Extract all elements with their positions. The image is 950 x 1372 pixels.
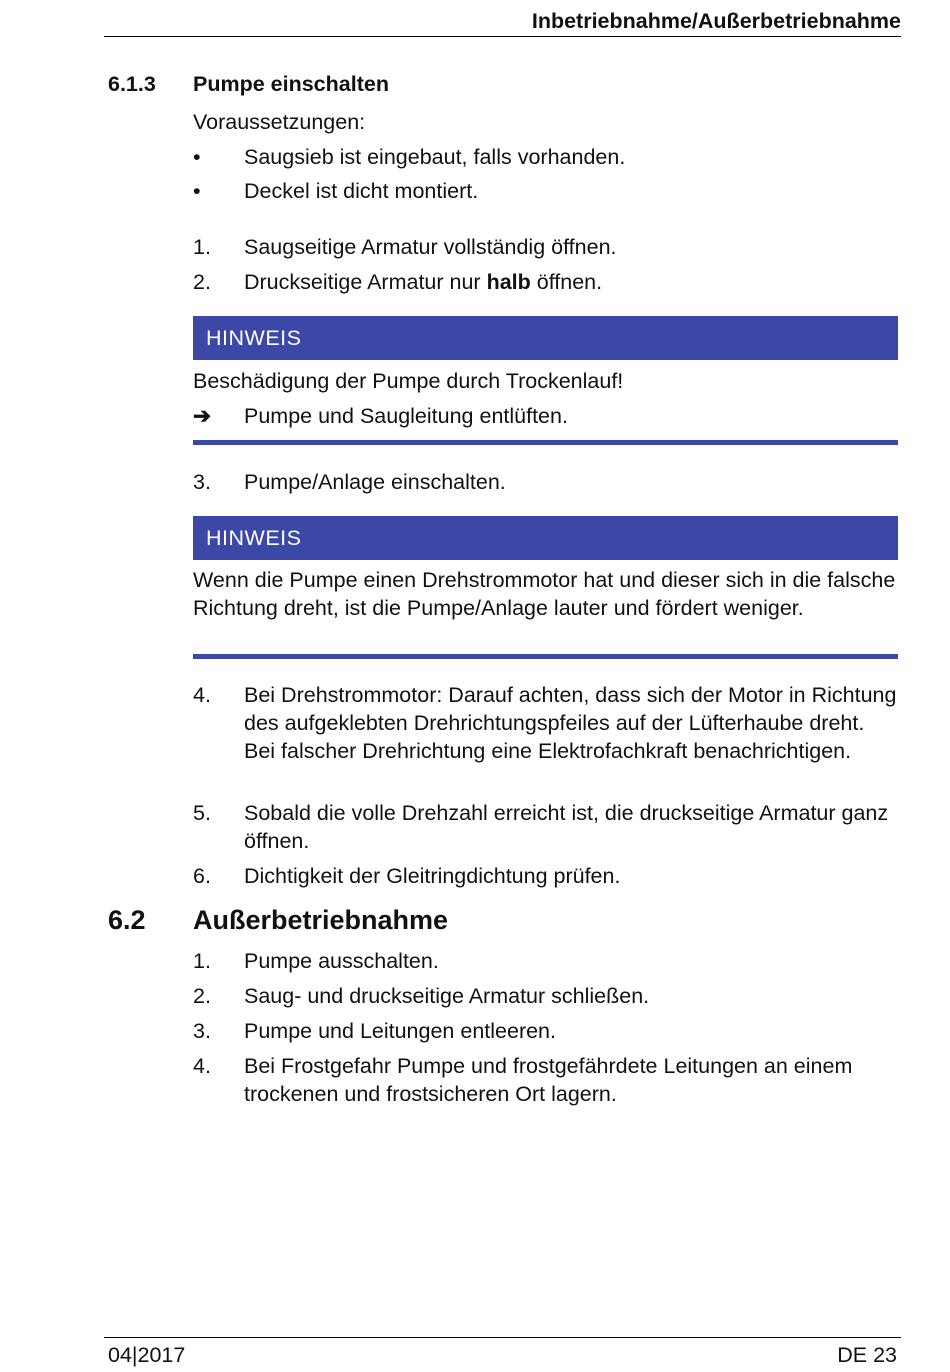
- step-item: [193, 468, 898, 496]
- header-title: Inbetriebnahme/Außerbetriebnahme: [531, 9, 901, 33]
- notice-label: HINWEIS: [206, 526, 302, 550]
- step-text: Bei Drehstrommotor: Darauf achten, dass sich der Motor in Richtung des aufgeklebten Drehrichtungspfeiles auf der Lüfterhaube dreht. Bei falscher Drehrichtung eine Elektrofachkraft benachrichtigen.: [244, 683, 897, 763]
- page-footer: [104, 1337, 901, 1368]
- step-text: Saug- und druckseitige Armatur schließen.: [244, 984, 650, 1008]
- section-number: 6.2: [108, 905, 146, 935]
- step-text-emphasis: halb: [486, 270, 531, 294]
- step-item: [193, 799, 898, 855]
- step-number: 1.: [193, 235, 211, 259]
- section-title: Pumpe einschalten: [193, 72, 389, 96]
- notice-label: HINWEIS: [206, 326, 302, 350]
- step-number: 3.: [193, 470, 211, 494]
- bullet: •: [193, 179, 201, 203]
- list-item: [193, 177, 898, 205]
- step-text: Saugseitige Armatur vollständig öffnen.: [244, 235, 617, 259]
- step-item: [193, 1052, 898, 1108]
- step-item: [193, 947, 898, 975]
- notice-header: [193, 316, 898, 360]
- step-number: 4.: [193, 683, 211, 707]
- list-item: [193, 143, 898, 171]
- step-text-post: öffnen.: [530, 270, 603, 294]
- notice-text: Beschädigung der Pumpe durch Trockenlauf!: [193, 369, 624, 393]
- step-text: Sobald die volle Drehzahl erreicht ist, die druckseitige Armatur ganz öffnen.: [244, 801, 889, 853]
- step-text: Dichtigkeit der Gleitringdichtung prüfen.: [244, 864, 621, 888]
- notice-header: [193, 516, 898, 560]
- step-number: 2.: [193, 270, 211, 294]
- notice-divider: [193, 654, 898, 659]
- step-item: [193, 681, 898, 765]
- page-number: DE 23: [837, 1343, 897, 1367]
- page-header: [104, 6, 901, 37]
- step-number: 5.: [193, 801, 211, 825]
- step-item: [193, 862, 898, 890]
- step-item: [193, 233, 898, 261]
- step-text: Bei Frostgefahr Pumpe und frostgefährdete Leitungen an einem trockenen und frostsicheren Ort lagern.: [244, 1054, 853, 1106]
- step-text: Pumpe und Leitungen entleeren.: [244, 1019, 556, 1043]
- section-number: 6.1.3: [108, 72, 156, 96]
- notice-action: [193, 402, 898, 430]
- step-number: 4.: [193, 1054, 211, 1078]
- step-number: 2.: [193, 984, 211, 1008]
- notice-action-text: Pumpe und Saugleitung entlüften.: [244, 404, 568, 428]
- step-item: [193, 268, 898, 296]
- step-number: 3.: [193, 1019, 211, 1043]
- step-text-pre: Druckseitige Armatur nur: [244, 270, 487, 294]
- notice-text: Wenn die Pumpe einen Drehstrommotor hat und dieser sich in die falsche Richtung dreht, ist die Pumpe/Anlage lauter und fördert weniger.: [193, 568, 896, 620]
- step-number: 6.: [193, 864, 211, 888]
- bullet-text: Deckel ist dicht montiert.: [244, 179, 479, 203]
- step-text: [244, 268, 898, 296]
- bullet-text: Saugsieb ist eingebaut, falls vorhanden.: [244, 145, 626, 169]
- step-text: Pumpe/Anlage einschalten.: [244, 470, 506, 494]
- prerequisites-label: Voraussetzungen:: [193, 110, 366, 134]
- arrow-right-icon: ➔: [193, 404, 212, 428]
- section-title: Außerbetriebnahme: [193, 905, 449, 935]
- notice-divider: [193, 440, 898, 445]
- step-text: Pumpe ausschalten.: [244, 949, 439, 973]
- step-number: 1.: [193, 949, 211, 973]
- step-item: [193, 982, 898, 1010]
- step-item: [193, 1017, 898, 1045]
- footer-date: 04|2017: [108, 1343, 186, 1367]
- bullet: •: [193, 145, 201, 169]
